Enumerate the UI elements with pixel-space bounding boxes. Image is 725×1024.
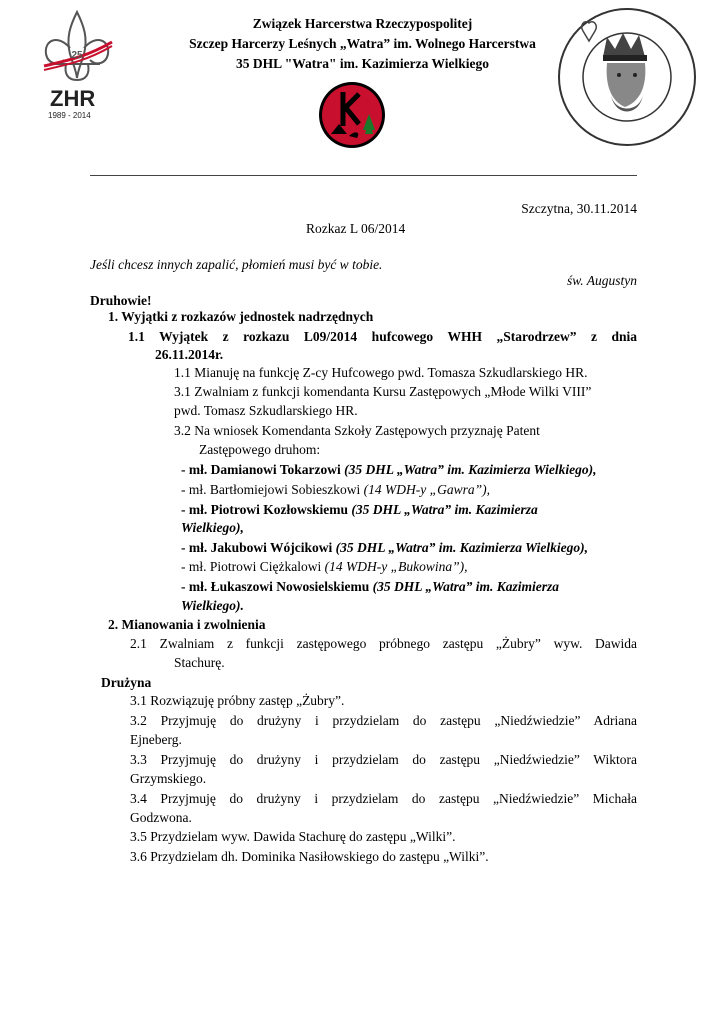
king-seal-icon [555,5,700,150]
watra-logo [317,80,387,150]
nominee-unit: (35 DHL „Watra” im. Kazimierza [351,502,538,517]
section-2-title: 2. Mianowania i zwolnienia [108,617,266,632]
item-3-1-druzyna: 3.1 Rozwiązuję próbny zastęp „Żubry”. [130,693,345,708]
nominee-3-cont: Wielkiego), [181,520,244,535]
seal-text [555,155,556,156]
nominee-unit: (14 WDH-y „Gawra”), [363,482,490,497]
nominee-2 [181,480,490,499]
item-3-3-druzyna-cont: Grzymskiego. [130,771,207,786]
item-3-2-druzyna: 3.2 Przyjmuję do drużyny i przydzielam do zastępu „Niedźwiedzie” Adriana [130,713,637,728]
nominee-unit: (35 DHL „Watra” im. Kazimierza Wielkiego), [344,462,597,477]
nominee-name: - mł. Piotrowi Kozłowskiemu [181,502,348,517]
motto-author: św. Augustyn [566,273,637,288]
place-date: Szczytna, 30.11.2014 [521,201,637,216]
section-1-1-heading: 1.1 Wyjątek z rozkazu L09/2014 hufcowego WHH „Starodrzew” z dnia [128,329,637,344]
team-seal [555,5,700,150]
nominee-name: - mł. Jakubowi Wójcikowi [181,540,333,555]
nominee-unit: (14 WDH-y „Bukowina”), [324,559,468,574]
item-3-5-druzyna: 3.5 Przydzielam wyw. Dawida Stachurę do zastępu „Wilki”. [130,829,456,844]
svg-text:25: 25 [71,50,83,61]
nominee-6-cont: Wielkiego). [181,598,244,613]
item-3-1: 3.1 Zwalniam z funkcji komendanta Kursu Zastępowych „Młode Wilki VIII” [174,384,592,399]
nominee-name: - mł. Bartłomiejowi Sobieszkowi [181,482,361,497]
item-3-2: 3.2 Na wniosek Komendanta Szkoły Zastępowych przyznaję Patent [174,423,540,438]
item-3-2-cont: Zastępowego druhom: [199,442,321,457]
watra-emblem-icon [317,80,387,150]
nominee-name: - mł. Damianowi Tokarzowi [181,462,341,477]
item-1-1: 1.1 Mianuję na funkcję Z-cy Hufcowego pwd. Tomasza Szkudlarskiego HR. [174,365,588,380]
druzyna-title: Drużyna [101,675,152,690]
header-line-1: Związek Harcerstwa Rzeczypospolitej [252,16,473,31]
nominee-4 [181,538,588,557]
nominee-6 [181,577,559,596]
nominee-unit: (35 DHL „Watra” im. Kazimierza [372,579,560,594]
item-3-4-druzyna-cont: Godzwona. [130,810,192,825]
zhr-logo-text: ZHR [50,86,96,111]
motto-quote: Jeśli chcesz innych zapalić, płomień musi być w tobie. [90,257,383,272]
item-3-1-cont: pwd. Tomasz Szkudlarskiego HR. [174,403,358,418]
nominee-unit: (35 DHL „Watra” im. Kazimierza Wielkiego), [335,540,589,555]
item-3-2-druzyna-cont: Ejneberg. [130,732,182,747]
order-title: Rozkaz L 06/2014 [306,221,406,236]
nominee-name: - mł. Łukaszowi Nowosielskiemu [181,579,370,594]
item-3-6-druzyna: 3.6 Przydzielam dh. Dominika Nasiłowskiego do zastępu „Wilki”. [130,849,489,864]
section-1-1-heading-cont: 26.11.2014r. [155,347,224,362]
item-3-3-druzyna: 3.3 Przyjmuję do drużyny i przydzielam do zastępu „Niedźwiedzie” Wiktora [130,752,637,767]
organization-header [150,14,575,74]
section-1-title: 1. Wyjątki z rozkazów jednostek nadrzędnych [108,309,374,324]
header-line-2: Szczep Harcerzy Leśnych „Watra” im. Wolnego Harcerstwa [189,36,536,51]
nominee-3 [181,500,538,519]
nominee-5 [181,557,467,576]
nominee-name: - mł. Piotrowi Ciężkalowi [181,559,322,574]
greeting: Druhowie! [90,293,152,308]
zhr-logo [40,8,115,123]
header-line-3: 35 DHL "Watra" im. Kazimierza Wielkiego [236,56,489,71]
nominee-1 [181,460,597,479]
zhr-logo-years: 1989 - 2014 [48,111,91,120]
item-2-1: 2.1 Zwalniam z funkcji zastępowego próbnego zastępu „Żubry” wyw. Dawida [130,636,637,651]
item-2-1-cont: Stachurę. [174,655,225,670]
item-3-4-druzyna: 3.4 Przyjmuję do drużyny i przydzielam do zastępu „Niedźwiedzie” Michała [130,791,637,806]
header-divider [90,175,637,176]
